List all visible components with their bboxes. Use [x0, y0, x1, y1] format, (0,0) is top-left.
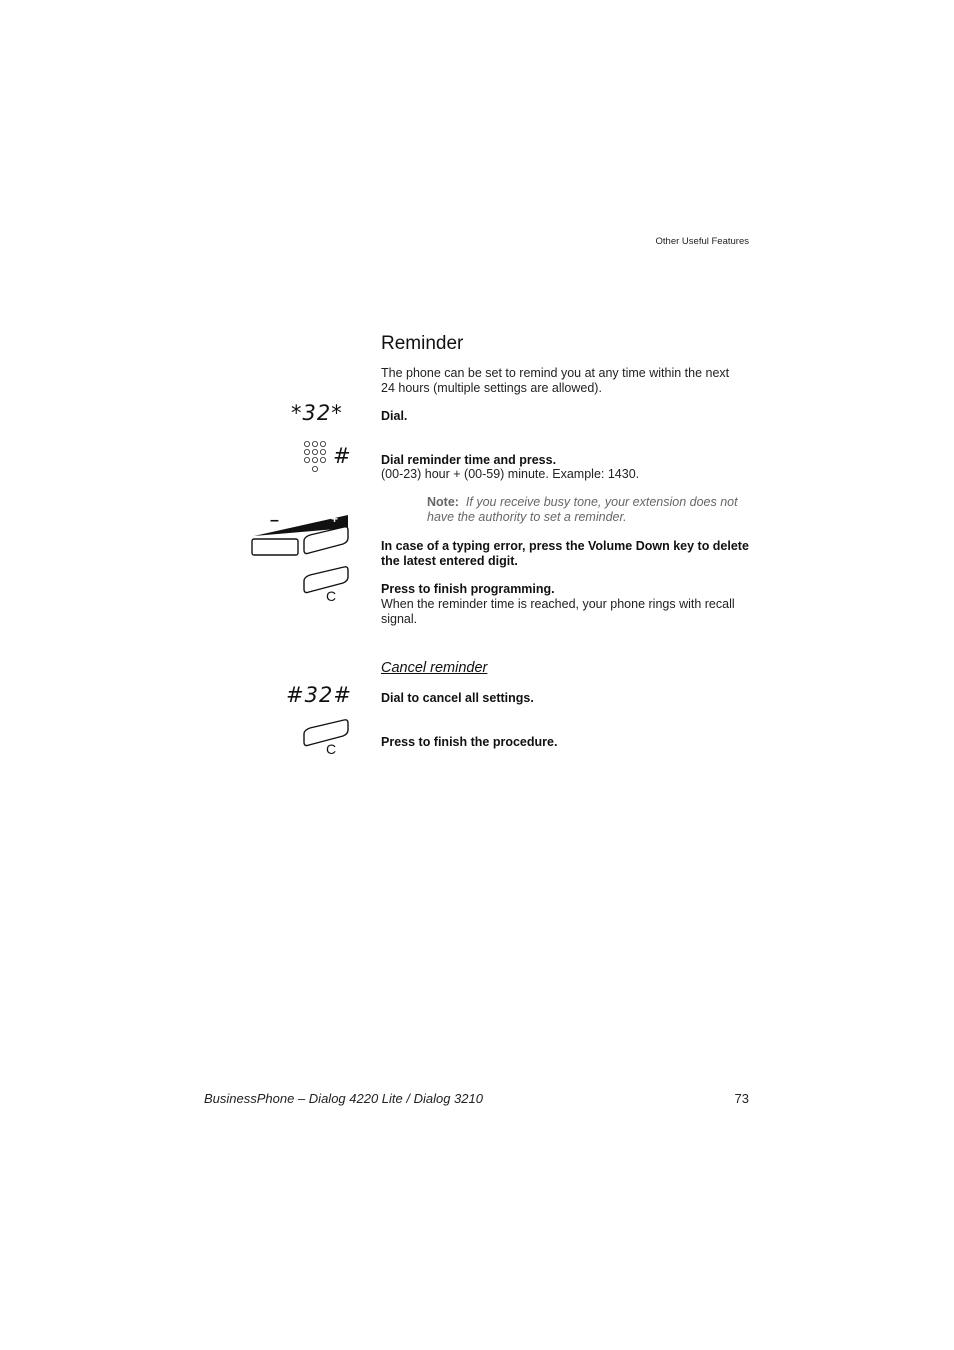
hash-key-symbol: # [333, 444, 352, 468]
cancel-reminder-heading: Cancel reminder [381, 660, 488, 676]
running-header: Other Useful Features [655, 236, 749, 247]
step-dial-time-label: Dial reminder time and press. [381, 453, 557, 467]
note-label: Note: [427, 495, 459, 509]
keypad-icon [303, 440, 331, 476]
footer-product: BusinessPhone – Dialog 4220 Lite / Dialog 3210 [204, 1091, 483, 1106]
volume-minus-sign: – [270, 512, 279, 529]
page-number: 73 [734, 1091, 749, 1106]
page-title: Reminder [381, 333, 464, 354]
volume-plus-sign: + [331, 512, 339, 526]
cancel-finish-label: Press to finish the procedure. [381, 735, 558, 749]
clear-key-label: C [326, 588, 337, 604]
step-finish-programming-label: Press to finish programming. [381, 582, 555, 596]
step-dial-time-detail: (00-23) hour + (00-59) minute. Example: 1430. [381, 467, 640, 481]
dial-code-hash32hash: #32# [286, 683, 352, 707]
step-dial-label: Dial. [381, 409, 408, 423]
dial-code-star32star: *32* [291, 401, 343, 425]
note-text: If you receive busy tone, your extension does not have the authority to set a reminder. [427, 495, 738, 524]
clear-key-label-cancel: C [326, 741, 337, 757]
step-finish-programming-detail: When the reminder time is reached, your phone rings with recall signal. [381, 597, 735, 626]
intro-text: The phone can be set to remind you at any time within the next 24 hours (multiple settings are allowed). [381, 366, 730, 395]
step-volume-down-label: In case of a typing error, press the Volume Down key to delete the latest entered digit. [381, 539, 749, 568]
cancel-dial-label: Dial to cancel all settings. [381, 691, 534, 705]
note-box [427, 495, 749, 525]
